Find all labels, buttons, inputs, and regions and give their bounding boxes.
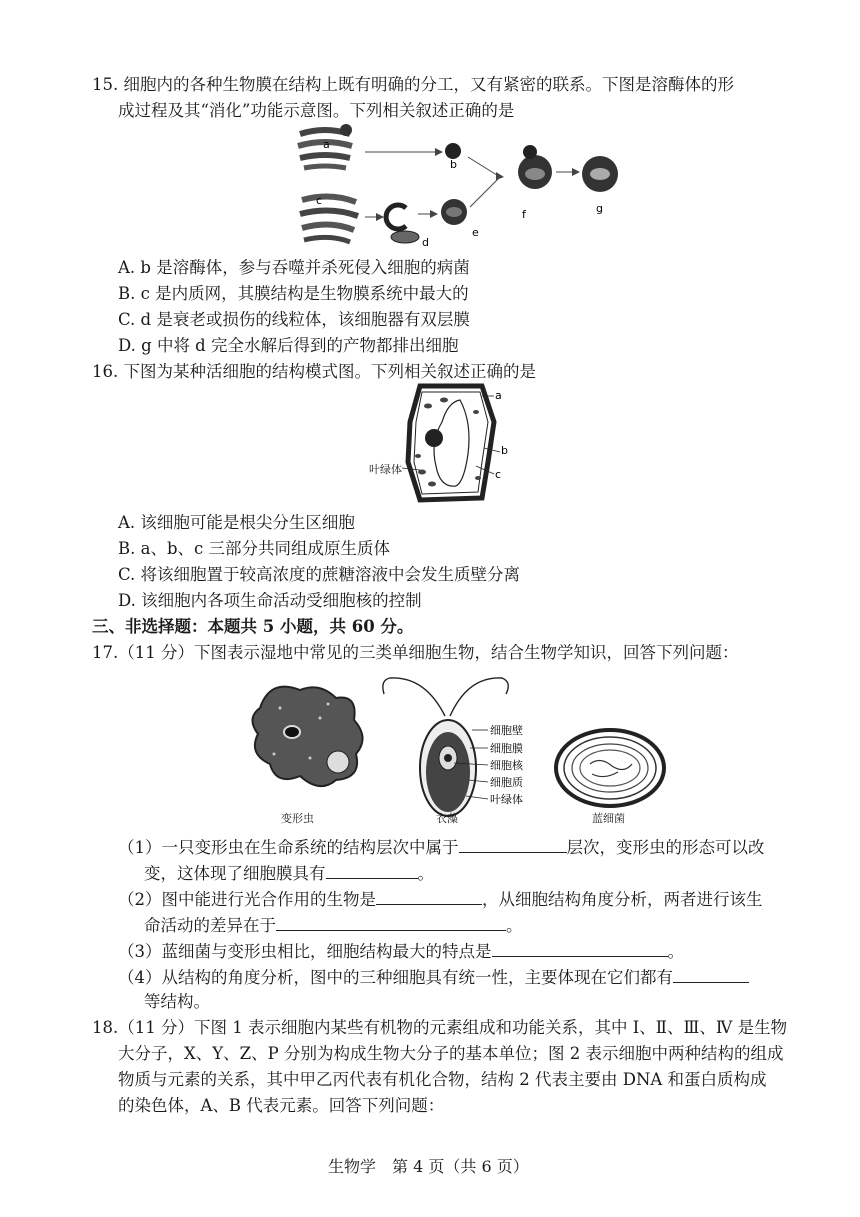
- q15-stem-line2: 成过程及其“消化”功能示意图。下列相关叙述正确的是: [118, 101, 515, 120]
- page-footer: 生物学 第 4 页（共 6 页）: [328, 1157, 529, 1176]
- q17-p4-text-a: （4）从结构的角度分析，图中的三种细胞具有统一性，主要体现在它们都有: [118, 968, 673, 987]
- q17-p1-text-a: （1）一只变形虫在生命系统的结构层次中属于: [118, 838, 459, 857]
- q17-blank-3[interactable]: [376, 886, 482, 905]
- q16-option-b: B. a、b、c 三部分共同组成原生质体: [118, 539, 391, 558]
- phagophore: [386, 205, 406, 229]
- food-vacuole: [327, 751, 349, 773]
- label-f: f: [522, 208, 526, 221]
- q17-p3-text-b: 。: [667, 942, 684, 961]
- q16-option-a: A. 该细胞可能是根尖分生区细胞: [118, 513, 355, 532]
- q17-p1-text-b: 层次，变形虫的形态可以改: [566, 838, 765, 857]
- chloroplast-label: 叶绿体: [369, 463, 402, 476]
- amoeba-nucleus: [284, 726, 300, 738]
- label-b: b: [450, 158, 457, 171]
- flagellum-right: [450, 678, 508, 716]
- q17-p2-text-d: 。: [506, 916, 523, 935]
- mitochondrion-d: [391, 231, 419, 243]
- part-cell-membrane: 细胞膜: [490, 742, 523, 755]
- plant-cell-diagram: [360, 382, 540, 507]
- q18-line3: 物质与元素的关系，其中甲乙丙代表有机化合物，结构 2 代表主要由 DNA 和蛋白质构成: [118, 1070, 767, 1089]
- q17-part3: [118, 938, 684, 964]
- q16-option-c: C. 将该细胞置于较高浓度的蔗糖溶液中会发生质壁分离: [118, 565, 521, 584]
- lysosome-b: [445, 143, 461, 159]
- nucleus: [425, 429, 443, 447]
- q17-part1-line1: [118, 834, 765, 860]
- q17-blank-1[interactable]: [459, 834, 567, 853]
- chlamy-label: 衣藻: [436, 812, 458, 825]
- q17-blank-6[interactable]: [673, 964, 749, 983]
- q17-part4-line1: [118, 964, 749, 990]
- q16-stem: 16. 下图为某种活细胞的结构模式图。下列相关叙述正确的是: [92, 362, 536, 381]
- q17-p2-text-c: 命活动的差异在于: [144, 916, 276, 935]
- amoeba-label: 变形虫: [281, 812, 314, 825]
- q17-part2-line1: [118, 886, 763, 912]
- q17-p3-text-a: （3）蓝细菌与变形虫相比，细胞结构最大的特点是: [118, 942, 492, 961]
- part-nucleus: 细胞核: [490, 759, 523, 772]
- label-d: d: [422, 236, 429, 249]
- part-cell-wall: 细胞壁: [490, 724, 523, 737]
- q17-stem: 17.（11 分）下图表示湿地中常见的三类单细胞生物，结合生物学知识，回答下列问题：: [92, 643, 739, 662]
- label-e: e: [472, 226, 479, 239]
- q15-option-d: D. g 中将 d 完全水解后得到的产物都排出细胞: [118, 336, 459, 355]
- label-a: a: [323, 138, 330, 151]
- q17-blank-5[interactable]: [492, 938, 668, 957]
- section-heading: 三、非选择题：本题共 5 小题，共 60 分。: [92, 617, 414, 636]
- part-cytoplasm: 细胞质: [490, 776, 523, 789]
- flagellum-left: [383, 678, 445, 716]
- q17-blank-4[interactable]: [276, 912, 506, 931]
- q16-option-d: D. 该细胞内各项生命活动受细胞核的控制: [118, 591, 422, 610]
- label-b: b: [501, 444, 508, 457]
- q18-line4: 的染色体，A、B 代表元素。回答下列问题：: [118, 1096, 445, 1115]
- q17-p1-text-d: 。: [417, 864, 434, 883]
- q15-stem-line1: 15. 细胞内的各种生物膜在结构上既有明确的分工，又有紧密的联系。下图是溶酶体的形: [92, 75, 734, 94]
- label-c: c: [316, 194, 323, 207]
- lysosome-diagram: [290, 122, 650, 252]
- q15-option-c: C. d 是衰老或损伤的线粒体，该细胞器有双层膜: [118, 310, 470, 329]
- amoeba: [252, 687, 362, 787]
- q18-line1: 18.（11 分）下图 1 表示细胞内某些有机物的元素组成和功能关系，其中 Ⅰ、Ⅱ、Ⅲ、Ⅳ 是生物: [92, 1018, 788, 1037]
- q15-option-b: B. c 是内质网，其膜结构是生物膜系统中最大的: [118, 284, 469, 303]
- q17-part2-line2: [144, 912, 523, 938]
- endoplasmic-reticulum-c: [300, 196, 358, 242]
- q17-p2-text-b: ，从细胞结构角度分析，两者进行该生: [482, 890, 763, 909]
- q15-option-a: A. b 是溶酶体，参与吞噬并杀死侵入细胞的病菌: [118, 258, 470, 277]
- label-a: a: [495, 389, 502, 402]
- q18-line2: 大分子，X、Y、Z、P 分别为构成生物大分子的基本单位；图 2 表示细胞中两种结构的组成: [118, 1044, 784, 1063]
- label-c: c: [495, 468, 502, 481]
- cyano-label: 蓝细菌: [592, 812, 625, 825]
- label-g: g: [596, 202, 603, 215]
- q17-part1-line2: [144, 860, 434, 886]
- part-chloroplast: 叶绿体: [490, 793, 523, 806]
- chlamy-chloroplast: [426, 732, 470, 812]
- q17-p2-text-a: （2）图中能进行光合作用的生物是: [118, 890, 376, 909]
- q17-blank-2[interactable]: [326, 860, 418, 879]
- q17-part4-line2: 等结构。: [144, 992, 210, 1011]
- three-organisms-figure: [240, 668, 680, 818]
- q17-p1-text-c: 变，这体现了细胞膜具有: [144, 864, 326, 883]
